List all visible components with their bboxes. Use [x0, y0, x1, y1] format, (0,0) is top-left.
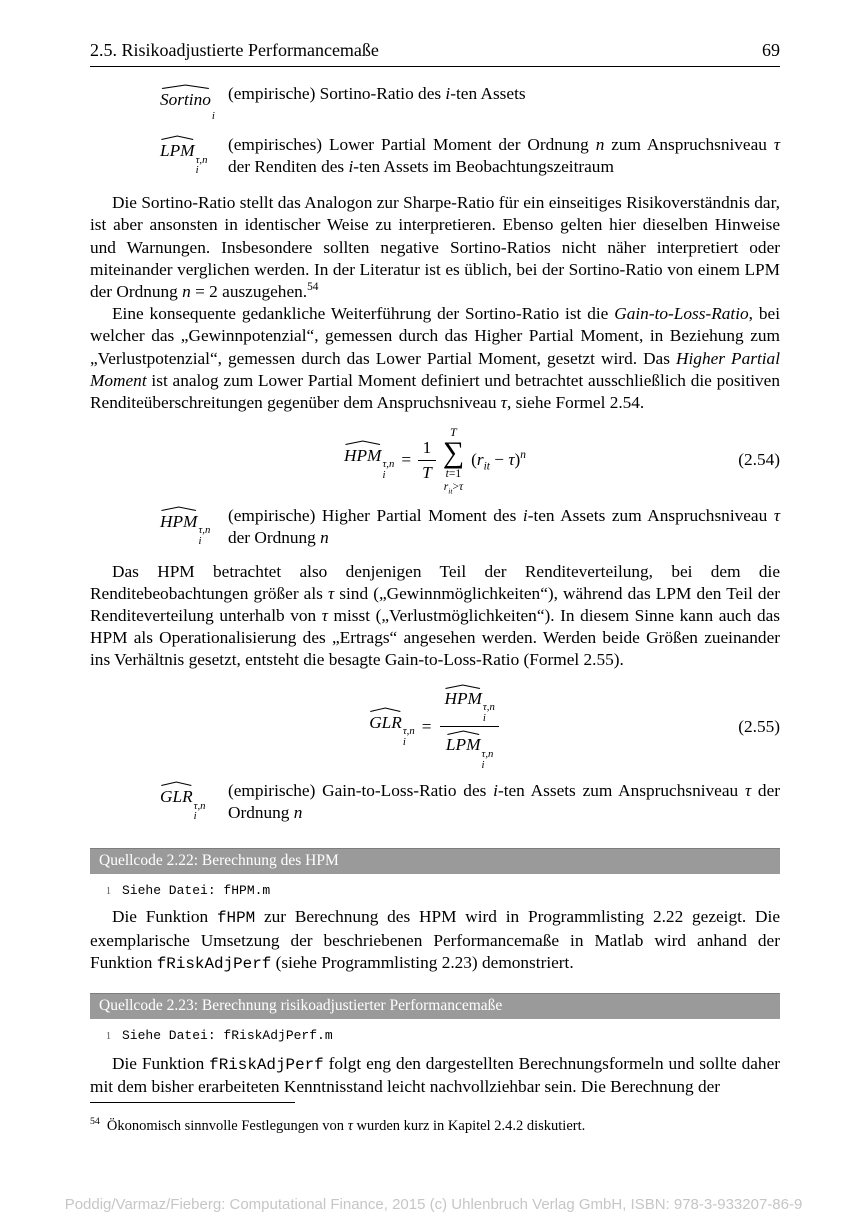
section-title: 2.5. Risikoadjustierte Performancemaße	[90, 40, 379, 60]
footer-text: Poddig/Varmaz/Fieberg: Computational Finance, 2015 (c) Uhlenbruch Verlag GmbH, ISBN: 978-3-933207-86-9	[64, 1196, 803, 1213]
footnote-line	[90, 1112, 780, 1136]
formula-tag: (2.55)	[738, 716, 780, 736]
formula-tag: (2.54)	[738, 450, 780, 470]
footnote-rule	[90, 1102, 295, 1103]
definition-sortino	[160, 83, 780, 122]
equals-sign: =	[421, 716, 432, 736]
sum-operator: T ∑ t=1 $r_{it}>\tau$	[442, 425, 465, 496]
widehat-icon	[444, 684, 481, 689]
math-symbol-lpm-den: LPM τ,n i	[440, 726, 499, 770]
definition-hpm	[160, 505, 780, 549]
paragraph-fhpm: Die Funktion fHPM zur Berechnung des HPM wird in Programmlisting 2.22 gezeigt. Die exemplarische Umsetzung der beschriebenen Performancemaße in Matlab wird anhand der Funktion fRiskAdjPerf (siehe Programmlisting 2.23) demonstriert.	[90, 907, 780, 973]
math-symbol-glr-def: GLR τ,n i	[160, 780, 228, 822]
sigma-icon: ∑	[442, 436, 465, 470]
formula-2-55-body	[369, 684, 501, 771]
math-symbol-glr: GLR τ,n i	[369, 707, 415, 748]
math-symbol-hpm-def: HPM τ,n i	[160, 505, 228, 547]
widehat-icon	[160, 135, 195, 140]
footnote-text: Ökonomisch sinnvolle Festlegungen von τ wurden kurz in Kapitel 2.4.2 diskutiert.	[106, 1117, 586, 1134]
paragraph-friskadjperf: Die Funktion fRiskAdjPerf folgt eng den dargestellten Berechnungsformeln und sollte daher mit dem bisher erarbeiteten Kenntnisstand leicht nachvollziehbar sein. Die Berechnung der	[90, 1053, 780, 1097]
page-number: 69	[762, 40, 780, 60]
widehat-icon	[369, 707, 402, 712]
page-header	[90, 40, 780, 67]
footnote-marker: 54	[90, 1116, 100, 1127]
code-listing-2-23	[90, 993, 780, 1045]
widehat-icon	[160, 506, 197, 511]
definition-text-hpm: (empirische) Higher Partial Moment des i-ten Assets zum Anspruchsniveau τ der Ordnung n	[228, 505, 780, 547]
page-footer	[0, 1196, 867, 1213]
equals-sign: =	[401, 450, 412, 470]
widehat-icon	[344, 440, 381, 445]
listing-title: Quellcode 2.23: Berechnung risikoadjustierter Performancemaße	[90, 993, 780, 1019]
sum-lower-limits: t=1 $r_{it}>\tau$	[443, 468, 464, 496]
formula-2-54-body	[344, 426, 526, 494]
symbol-definitions	[160, 83, 780, 178]
footnote	[90, 1102, 780, 1136]
paragraph-hpm-explanation: Das HPM betrachtet also denjenigen Teil der Renditeverteilung, bei dem die Renditebeobachtungen größer als τ sind („Gewinnmöglichkeiten“), während das LPM den Teil der Renditeverteilung unterhalb von τ misst („Verlustmöglichkeiten“). In diesem Sinne kann auch das HPM als Operationalisierung des „Ertrags“ angesehen werden. Werden beide Größen zueinander ins Verhältnis gesetzt, entsteht die besagte Gain-to-Loss-Ratio (Formel 2.55).	[90, 561, 780, 670]
code-text: Siehe Datei: fHPM.m	[122, 883, 271, 899]
definition-text-lpm: (empirisches) Lower Partial Moment der Ordnung n zum Anspruchsniveau τ der Renditen des i-ten Assets im Beobachtungszeitraum	[228, 135, 780, 177]
math-symbol-hpm: HPM τ,n i	[344, 440, 394, 481]
math-symbol-hpm-num: HPM τ,n i	[438, 684, 500, 727]
code-text: Siehe Datei: fRiskAdjPerf.m	[122, 1027, 333, 1043]
definition-lpm	[160, 134, 780, 178]
code-line	[90, 874, 780, 900]
definition-text-glr: (empirische) Gain-to-Loss-Ratio des i-ten Assets zum Anspruchsniveau τ der Ordnung n	[228, 781, 780, 823]
fraction-hpm-over-lpm	[438, 684, 500, 771]
definition-glr	[160, 780, 780, 824]
formula-2-55	[90, 684, 780, 771]
widehat-icon	[160, 84, 211, 89]
widehat-icon	[446, 730, 481, 735]
formula-2-54-rhs: $(r_{it} - \tau)^n$	[471, 449, 526, 473]
code-line-number: 1	[106, 886, 111, 898]
code-listing-2-22	[90, 848, 780, 900]
listing-title: Quellcode 2.22: Berechnung des HPM	[90, 848, 780, 874]
code-line	[90, 1019, 780, 1045]
paragraph-gain-to-loss: Eine konsequente gedankliche Weiterführung der Sortino-Ratio ist die Gain-to-Loss-Ratio, bei welcher das „Gewinnpotenzial“, gemessen durch das Higher Partial Moment, in Beziehung zum „Verlustpotenzial“, gemessen durch das Lower Partial Moment, gesetzt wird. Das Higher Partial Moment ist analog zum Lower Partial Moment definiert und betrachtet ausschließlich die positiven Renditeüberschreitungen gegenüber dem Anspruchsniveau τ, siehe Formel 2.54.	[90, 304, 780, 412]
paragraph-sortino-ratio: Die Sortino-Ratio stellt das Analogon zur Sharpe-Ratio für ein einseitiges Risikoverständnis dar, ist aber ansonsten in identischer Weise zu interpretieren. Ebenso gelten hier dieselben Hinweise und Warnungen. Insbesondere sollten negative Sortino-Ratios nicht näher interpretiert oder miteinander verglichen werden. In der Literatur ist es üblich, bei der Sortino-Ratio von einem LPM der Ordnung n = 2 auszugehen.$^{54}$	[90, 193, 780, 301]
fraction-1-over-T: $\frac{1}{T}$	[418, 438, 436, 483]
code-line-number: 1	[106, 1030, 111, 1042]
widehat-icon	[160, 781, 193, 786]
math-symbol-lpm: LPM τ,n i	[160, 134, 228, 176]
math-symbol-sortino: Sortino i	[160, 83, 228, 122]
formula-2-54	[90, 426, 780, 494]
page-content	[90, 40, 780, 1098]
definition-text-sortino: (empirische) Sortino-Ratio des i-ten Assets	[228, 84, 526, 103]
